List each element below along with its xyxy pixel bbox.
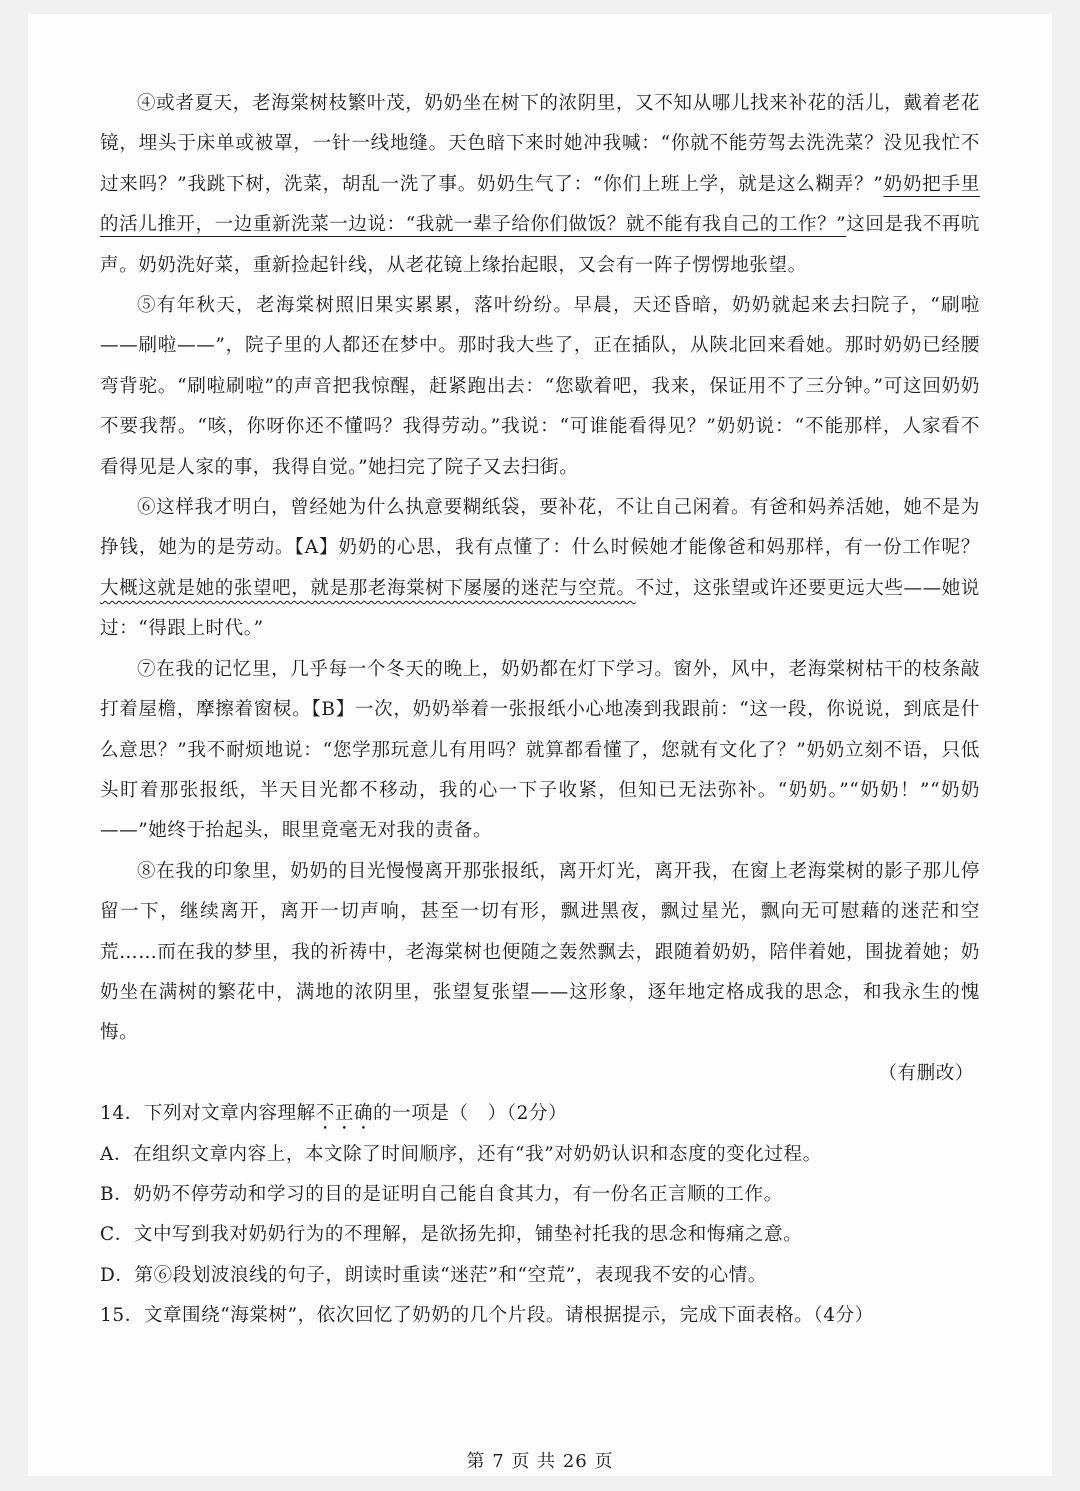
page-content [100,84,980,1337]
paragraph-6-text-end: 不过，这张望或许还要更远大些——她说过：“得跟上时代。” [100,577,980,640]
paragraph-7: ⑦在我的记忆里，几乎每一个冬天的晚上，奶奶都在灯下学习。窗外，风中，老海棠树枯干的枝条敲打着屋檐，摩擦着窗棂。【B】一次，奶奶举着一张报纸小心地凑到我跟前：“这一段，你说说，到底是什么意思？”我不耐烦地说：“您学那玩意儿有用吗？就算都看懂了，您就有文化了？”奶奶立刻不语，只低头盯着那张报纸，半天目光都不移动，我的心一下子收紧，但知已无法弥补。“奶奶。”“奶奶！”“奶奶——”她终于抬起头，眼里竟毫无对我的责备。 [100,658,980,842]
paragraph-4-text: ④或者夏天，老海棠树枝繁叶茂，奶奶坐在树下的浓阴里，又不知从哪儿找来补花的活儿，戴着老花镜，埋头于床单或被罩，一针一线地缝。天色暗下来时她冲我喊：“你就不能劳驾去洗洗菜？没见我忙不过来吗？”我跳下树，洗菜，胡乱一洗了事。奶奶生气了：“你们上班上学，就是这么糊弄？” [100,93,980,195]
option-c: C．文中写到我对奶奶行为的不理解，是欲扬先抑，铺垫衬托我的思念和悔痛之意。 [100,1224,803,1246]
question-14-stem: 14．下列对文章内容理解 [100,1103,316,1125]
question-14-tail: 的一项是（ ）（2分） [373,1103,568,1125]
page-number: 第 7 页 共 26 页 [466,1451,614,1472]
paragraph-5: ⑤有年秋天，老海棠树照旧果实累累，落叶纷纷。早晨，天还昏暗，奶奶就起来去扫院子，“刷啦——刷啦——”，院子里的人都还在梦中。那时我大些了，正在插队，从陕北回来看她。那时奶奶已经腰弯背驼。“刷啦刷啦”的声音把我惊醒，赶紧跑出去：“您歇着吧，我来，保证用不了三分钟。”可这回奶奶不要我帮。“咳，你呀你还不懂吗？我得劳动。”我说：“可谁能看得见？”奶奶说：“不能那样，人家看不看得见是人家的事，我得自觉。”她扫完了院子又去扫街。 [100,295,980,478]
option-b: B．奶奶不停劳动和学习的目的是证明自己能自食其力，有一份名正言顺的工作。 [100,1183,783,1205]
edit-note: （有删改） [878,1062,974,1084]
question-15: 15．文章围绕“海棠树”，依次回忆了奶奶的几个片段。请根据提示，完成下面表格。（4分） [100,1305,874,1327]
underlined-sentence: 奶奶把手里的活儿推开，一边重新洗菜一边说：“我就一辈子给你们做饭？就不能有我自己的工作？” [100,173,980,236]
option-d: D．第⑥段划波浪线的句子，朗读时重读“迷茫”和“空荒”，表现我不安的心情。 [100,1264,767,1286]
wavy-underlined-sentence: 大概这就是她的张望吧，就是那老海棠树下屡屡的迷茫与空荒。 [100,577,636,599]
question-14 [100,1094,980,1134]
paragraph-4-text-end: 这回是我不再吭声。奶奶洗好菜，重新捡起针线，从老花镜上缘抬起眼，又会有一阵子愣愣地张望。 [100,214,981,276]
paragraph-6-text: ⑥这样我才明白，曾经她为什么执意要糊纸袋，要补花，不让自己闲着。有爸和妈养活她，她不是为挣钱，她为的是劳动。【A】奶奶的心思，我有点懂了：什么时候她才能像爸和妈那样，有一份工作呢？ [100,497,980,559]
paragraph-4 [100,84,980,286]
paragraph-6 [100,488,980,650]
option-a: A．在组织文章内容上，本文除了时间顺序，还有“我”对奶奶认识和态度的变化过程。 [100,1143,822,1165]
paragraph-8: ⑧在我的印象里，奶奶的目光慢慢离开那张报纸，离开灯光，离开我，在窗上老海棠树的影子那儿停留一下，继续离开，离开一切声响，甚至一切有形，飘进黑夜，飘过星光，飘向无可慰藉的迷茫和空荒……而在我的梦里，我的祈祷中，老海棠树也便随之轰然飘去，跟随着奶奶，陪伴着她，围拢着她；奶奶坐在满树的繁花中，满地的浓阴里，张望复张望——这形象，逐年地定格成我的思念，和我永生的愧悔。 [100,860,980,1044]
emphasis-text: 不正确 [315,1103,374,1125]
